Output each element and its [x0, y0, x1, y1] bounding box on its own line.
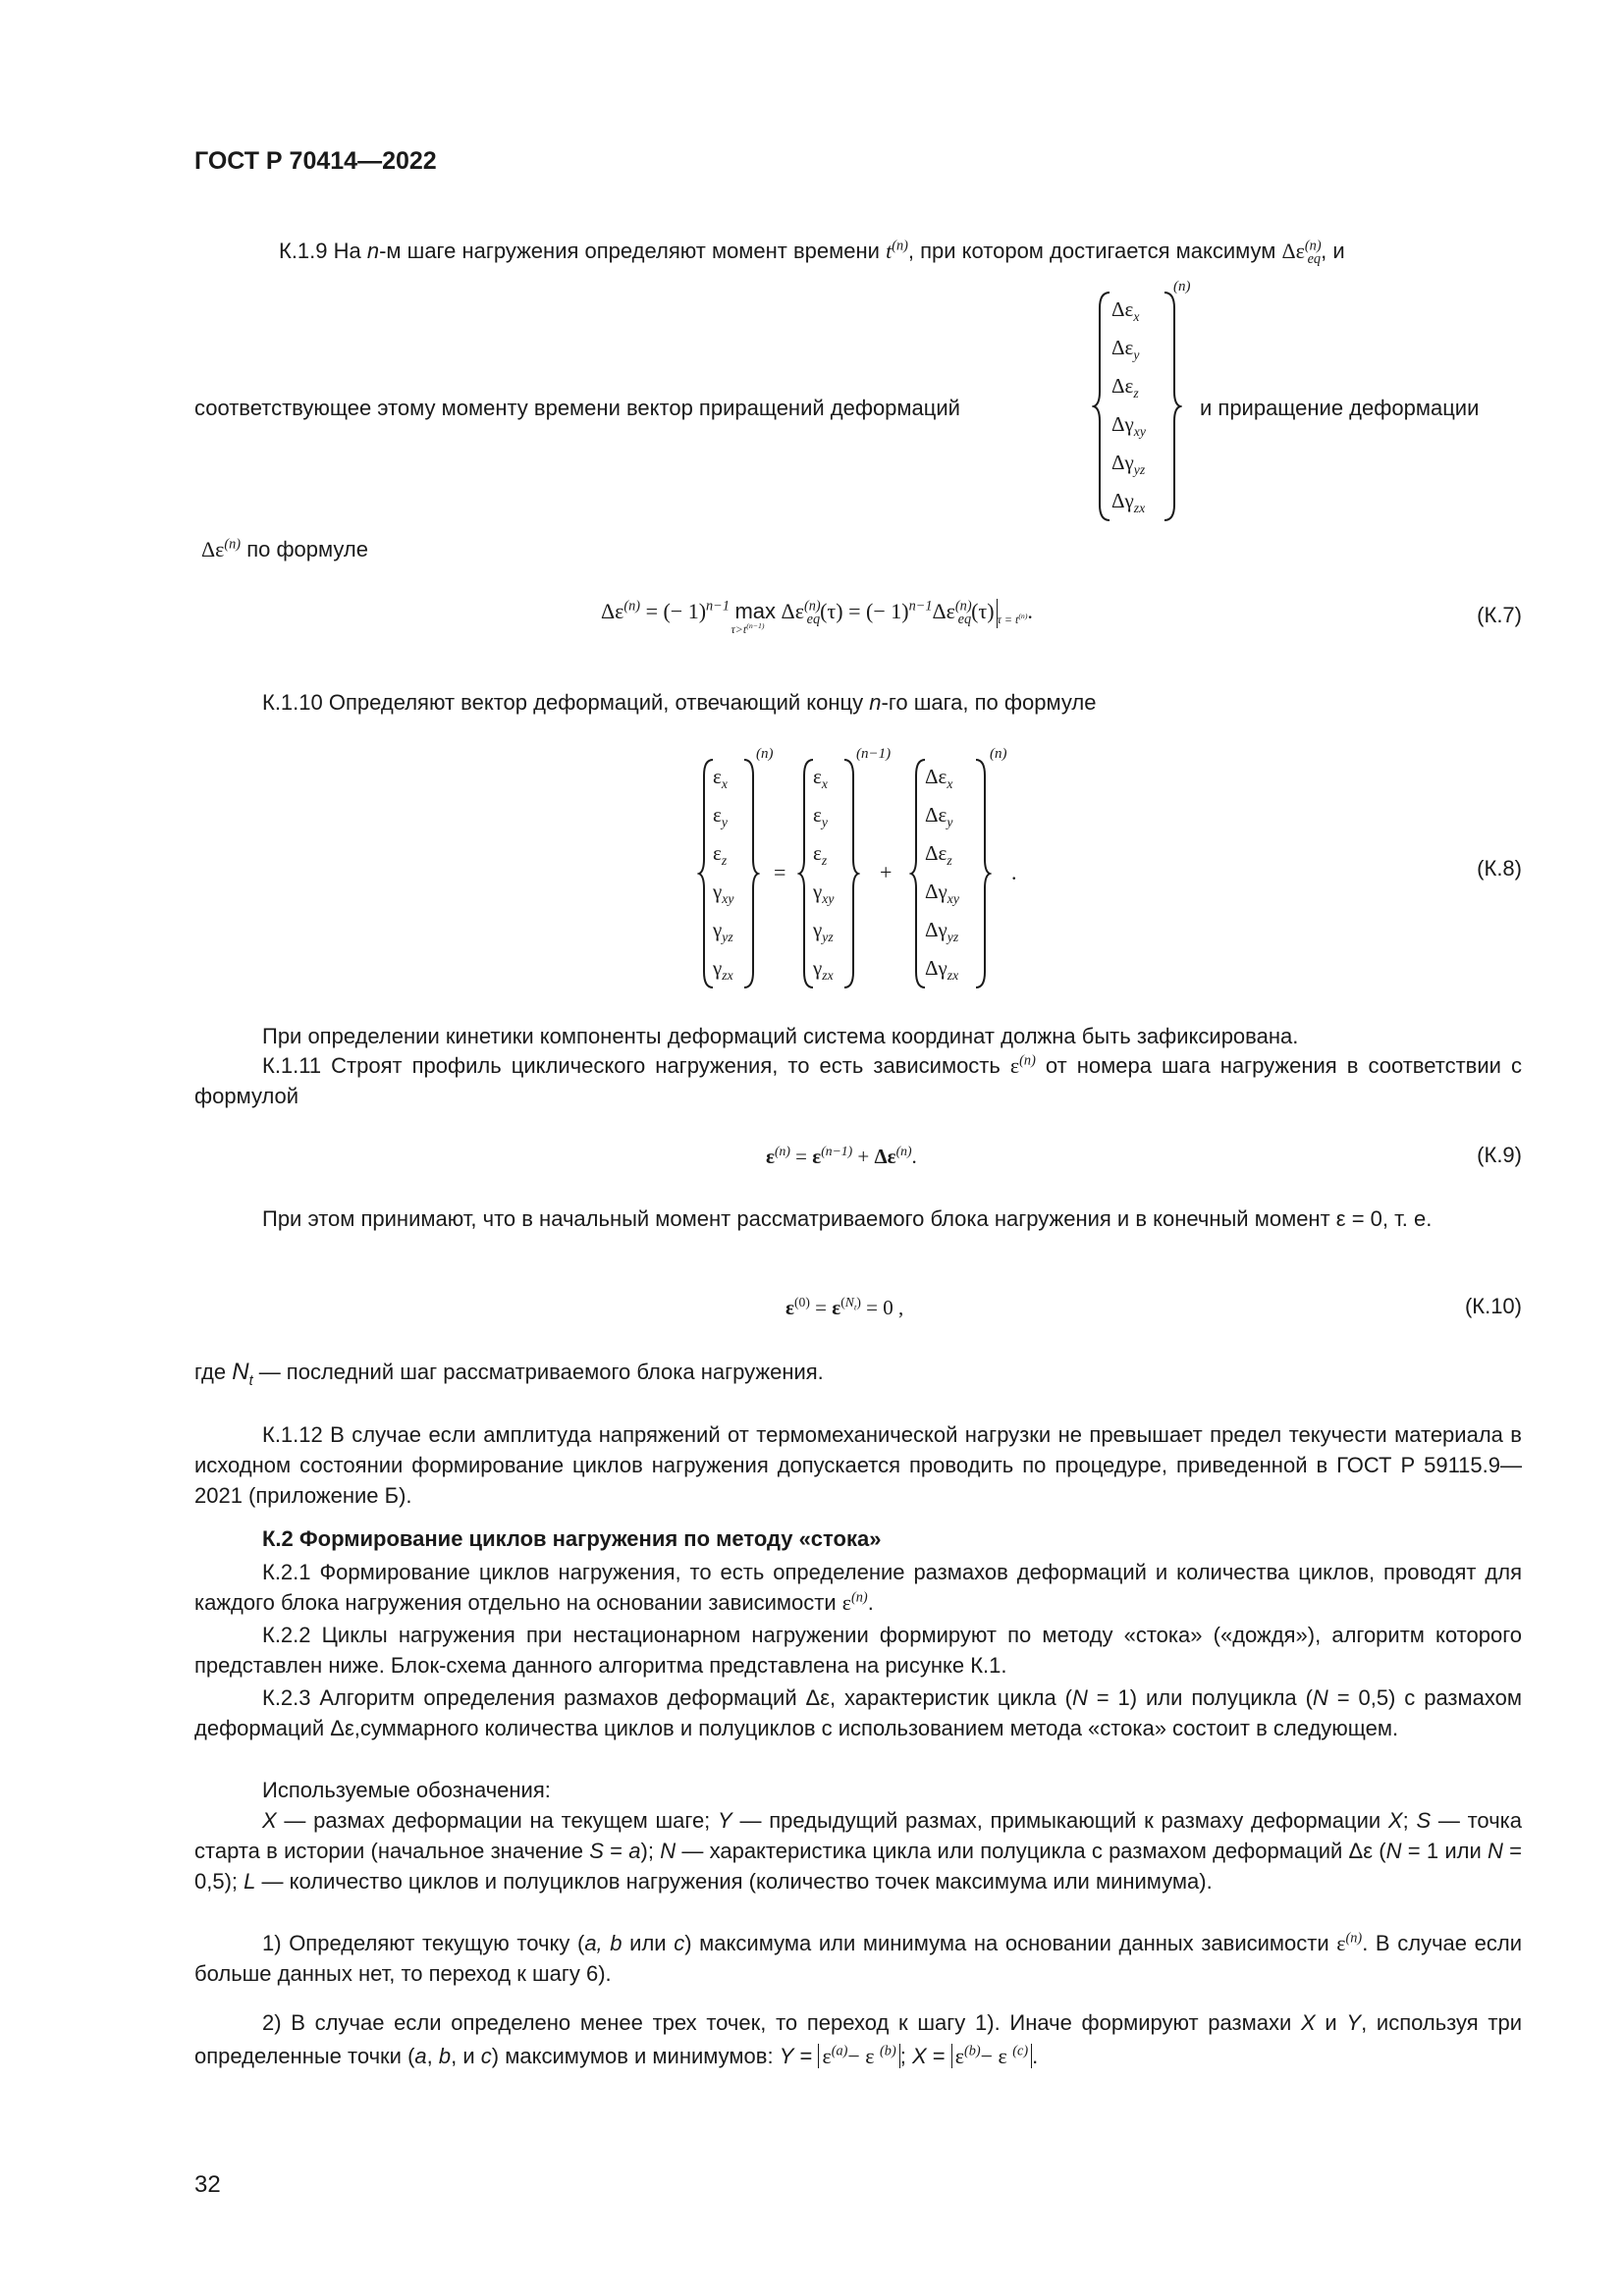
k19-line2-left: соответствующее этому моменту времени вектор приращений деформаций [194, 396, 960, 420]
step2-paragraph: 2) В случае если определено менее трех точек, то переход к шагу 1). Иначе формируют размахи X и Y, используя три определенные точки (a, b, и c) максимумов и минимумов: $Y = \varepsilon^{(a)}- \varepsilon$ $^{(b)}$ ; $X = \varepsilon^{(b)}- \varepsilon$ $^{(c)}$ . [194, 2010, 1522, 2068]
k2-section-title: К.2 Формирование циклов нагружения по методу «стока» [262, 1526, 882, 1551]
notation-heading: Используемые обозначения: [262, 1778, 551, 1802]
k22-paragraph: К.2.2 Циклы нагружения при нестационарном нагружении формируют по методу «стока» («дождя»), алгоритм которого представлен ниже. Блок-схема данного алгоритма представлена на рисунке К.1. [194, 1623, 1522, 1678]
k110-paragraph: К.1.10 Определяют вектор деформаций, отвечающий концу n-го шага, по формуле [262, 690, 1097, 715]
formula-k10-label: (К.10) [1464, 1294, 1522, 1318]
document-header: ГОСТ Р 70414—2022 [194, 147, 437, 175]
k23-paragraph: К.2.3 Алгоритм определения размахов деформаций Δε, характеристик цикла (N = 1) или полуцикла (N = 0,5) с размахом деформаций Δε,суммарного количества циклов и полуциклов с использованием метода «стока» состоит в следующем. [194, 1685, 1522, 1740]
k112-paragraph: К.1.12 В случае если амплитуда напряжений от термомеханической нагрузки не превышает предел текучести материала в исходном состоянии формирование циклов нагружения допускается проводить по процедуре, приведенной в ГОСТ Р 59115.9—2021 (приложение Б). [194, 1422, 1522, 1508]
strain-increment-vector: $\Delta\varepsilon_x$ $\Delta\varepsilon_y$ $\Delta\varepsilon_z$ $\Delta\gamma_{xy}$ $\Delta\gamma_{yz}$ $\Delta\gamma_{zx}$ [1111, 297, 1146, 516]
formula-k10: $\varepsilon^{(0)} = \varepsilon^{(N_t)} = 0$ , [785, 1295, 904, 1319]
page-number: 32 [194, 2171, 221, 2198]
k19-line1: К.1.9 На n-м шаге нагружения определяют момент времени $t^{(n)}$, при котором достигается максимум $\Delta\varepsilon^{(n)}_{eq}$, и [279, 238, 1345, 268]
kinetics-paragraph: При определении кинетики компоненты деформаций система координат должна быть зафиксирована. [262, 1024, 1299, 1048]
k21-paragraph: К.2.1 Формирование циклов нагружения, то есть определение размахов деформаций и количества циклов, проводят для каждого блока нагружения отдельно на основании зависимости $\varepsilon^{(n)}$. [194, 1560, 1522, 1615]
notation-paragraph: X — размах деформации на текущем шаге; Y — предыдущий размах, примыкающий к размаху деформации X; S — точка старта в истории (начальное значение S = a); N — характеристика цикла или полуцикла с размахом деформаций Δε (N = 1 или N = 0,5); L — количество циклов и полуциклов нагружения (количество точек максимума или минимума). [194, 1808, 1523, 1894]
initial-condition-paragraph: При этом принимают, что в начальный момент рассматриваемого блока нагружения и в конечный момент ε = 0, т. е. [262, 1206, 1433, 1231]
k111-paragraph: К.1.11 Строят профиль циклического нагружения, то есть зависимость $\varepsilon^{(n)}$ от номера шага нагружения в соответствии с формулой [194, 1052, 1522, 1108]
where-line: где $N_t$ — последний шаг рассматриваемого блока нагружения. [194, 1359, 824, 1389]
vector-right-brace [1159, 289, 1182, 524]
formula-k9-label: (К.9) [1477, 1143, 1522, 1167]
formula-k8-label: (К.8) [1477, 856, 1522, 881]
k19-line3: $\Delta\varepsilon^{(n)}$ по формуле [201, 536, 368, 561]
formula-k7-label: (К.7) [1477, 603, 1522, 627]
k19-line2-right: и приращение деформации [1200, 396, 1480, 420]
step1-paragraph: 1) Определяют текущую точку (a, b или c) максимума или минимума на основании данных зависимости $\varepsilon^{(n)}$. В случае если больше данных нет, то переход к шагу 6). [194, 1930, 1522, 1986]
formula-k7: $\Delta\varepsilon^{(n)}$ = (− 1)$^{n-1}$ max $\tau>t^{(n-1)}$ $\Delta\varepsilon^{(n)}_{eq}(\tau)$ = (− $1)^{n-1}\Delta\varepsilon^{(n)}_{eq}(\tau)$ $_{\tau = t^{(n)}}$. [601, 598, 1033, 637]
vector-superscript: (n) [1173, 279, 1191, 294]
formula-k9: $\varepsilon^{(n)} = \varepsilon^{(n-1)} + \Delta\varepsilon^{(n)}$. [766, 1144, 917, 1168]
